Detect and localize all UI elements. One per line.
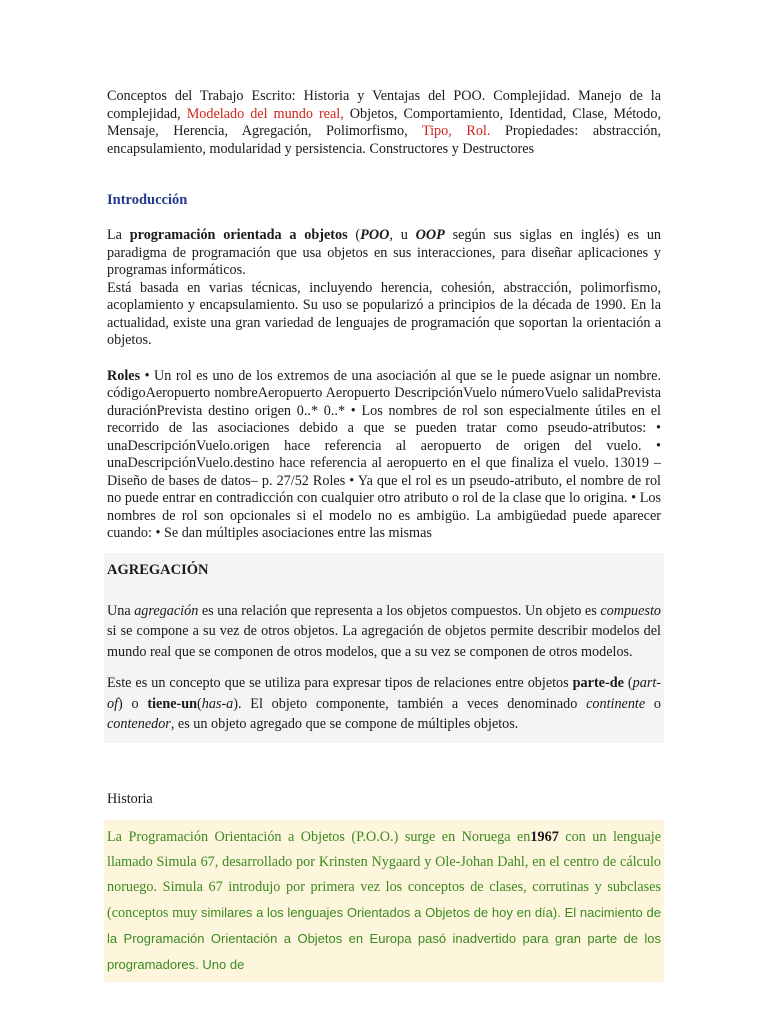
agregacion-paragraph-1 [107, 601, 661, 663]
topics-highlight-2: Tipo, Rol. [421, 123, 491, 139]
agregacion-text: , es un objeto agregado que se compone de múltiples objetos. [170, 716, 519, 732]
document-page [107, 88, 661, 982]
agregacion-text: ) o [118, 695, 148, 712]
historia-label: Historia [107, 790, 153, 807]
agregacion-italic: continente [586, 695, 646, 712]
agregacion-bold: tiene-un [147, 695, 198, 712]
roles-paragraph [107, 368, 661, 543]
agregacion-italic: part-of [107, 675, 661, 712]
agregacion-text: ( [623, 675, 633, 691]
intro-acronym-poo: POO [360, 227, 390, 243]
agregacion-italic: has-a [201, 695, 234, 712]
agregacion-section [104, 553, 664, 743]
agregacion-bold: parte-de [572, 675, 624, 691]
historia-text: con un lenguaje llamado Simula 67, desarrollado por Krinsten Nygaard y Ole-Johan Dahl, en el centro de cálculo noruego. Simula 67 introdujo por primera vez los conceptos de clases, corrutinas y subclases (conceptos muy [107, 828, 661, 921]
agregacion-italic: compuesto [600, 602, 661, 619]
topics-text-2: Objetos, Comportamiento, Identidad, Clase, Método, Mensaje, Herencia, Agregación, Polimorfismo, [107, 105, 662, 139]
agregacion-text: o [645, 695, 662, 712]
historia-text-sans: similares a los lenguajes Orientados a Objetos de hoy en día). El nacimiento de la Programación Orientación a Objetos en Europa pasó inadvertido para gran parte de los programadores. Uno de [107, 904, 661, 972]
topics-text-3: Propiedades: abstracción, encapsulamiento, modularidad y persistencia. Constructores y Destructores [107, 123, 661, 157]
historia-section [104, 820, 664, 982]
topics-highlight-1: Modelado del mundo real, [186, 105, 344, 122]
agregacion-text: ( [197, 695, 202, 712]
roles-text: • Un rol es uno de los extremos de una asociación al que se le puede asignar un nombre. códigoAeropuerto nombreAeropuerto Aeropuerto DescripciónVuelo númeroVuelo salidaPrevista duraciónPrevista destino origen 0..* 0..* • Los nombres de rol son especialmente útiles en el recorrido de las asociaciones debido a que se pueden tratar como pseudo-atributos: • unaDescripciónVuelo.origen hace referencia al aeropuerto de origen del vuelo. • unaDescripciónVuelo.destino hace referencia al aeropuerto en el que finaliza el vuelo. 13019 – Diseño de bases de datos– p. 27/52 Roles • Ya que el rol es un pseudo-atributo, el nombre de rol no puede entrar en contradicción con cualquier otro atributo o rol de la clase que lo origina. • Los nombres de rol son opcionales si el modelo no es ambigüo. La ambigüedad puede aparecer cuando: • Se dan múltiples asociaciones entre las mismas [107, 367, 661, 541]
agregacion-italic: agregación [134, 602, 199, 619]
topics-text-1: Conceptos del Trabajo Escrito: Historia y Ventajas del POO. Complejidad. Manejo de la complejidad, [107, 88, 661, 122]
agregacion-title: AGREGACIÓN [107, 561, 209, 578]
agregacion-text: Este es un concepto que se utiliza para expresar tipos de relaciones entre objetos [107, 675, 573, 691]
intro-text: La [107, 227, 130, 243]
intro-paragraph-2: Está basada en varias técnicas, incluyendo herencia, cohesión, abstracción, polimorfismo, acoplamiento y encapsulamiento. Su uso se popularizó a principios de la década de 1990. En la actualidad, existe una gran variedad de lenguajes de programación que soportan la orientación a objetos. [107, 279, 661, 348]
roles-label: Roles [107, 367, 141, 384]
intro-paragraph-1 [107, 227, 661, 280]
agregacion-text: si se compone a su vez de otros objetos. La agregación de objetos permite describir modelos del mundo real que se componen de otros modelos, que a su vez se componen de otros modelos. [107, 623, 661, 660]
historia-year: 1967 [530, 828, 559, 845]
agregacion-text: ). El objeto componente, también a veces denominado [233, 695, 587, 712]
agregacion-text: Una [107, 602, 135, 619]
agregacion-paragraph-2 [107, 673, 661, 735]
topics-paragraph [107, 88, 661, 158]
agregacion-italic: contenedor [107, 716, 171, 732]
intro-acronym-oop: OOP [415, 227, 445, 243]
intro-heading: Introducción [107, 192, 188, 208]
intro-text: según sus siglas en inglés) es un paradigma de programación que usa objetos en sus interacciones, para diseñar aplicaciones y programas informáticos. [107, 227, 662, 278]
historia-paragraph [107, 825, 661, 978]
intro-bold-term: programación orientada a objetos [129, 227, 348, 243]
intro-text: , u [389, 227, 416, 243]
intro-section [107, 227, 661, 350]
agregacion-text: es una relación que representa a los objetos compuestos. Un objeto es [198, 602, 601, 619]
intro-text: ( [347, 227, 361, 243]
historia-text: La Programación Orientación a Objetos (P.O.O.) surge en Noruega en [107, 828, 531, 845]
